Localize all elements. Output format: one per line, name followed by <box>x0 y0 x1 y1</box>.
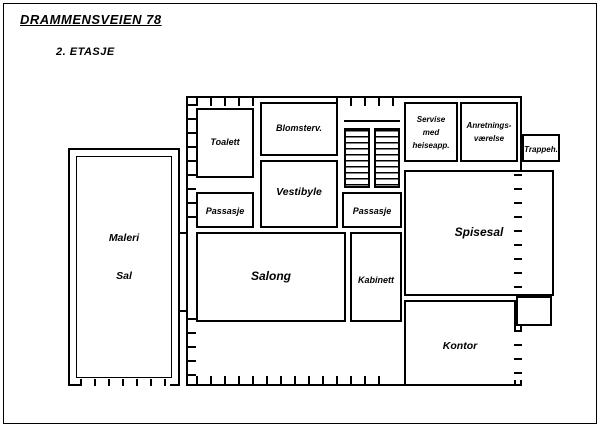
room-vestibyle[interactable] <box>260 160 338 228</box>
maleri-inner-bottom <box>76 377 172 378</box>
maleri-bottom-wall-ticks <box>80 379 170 386</box>
room-label-servise-2: med <box>422 128 440 137</box>
room-label-salong: Salong <box>250 269 291 283</box>
room-label-toalett: Toalett <box>210 137 240 147</box>
main-top-wall-ticks-mid <box>336 98 396 106</box>
room-kontor[interactable] <box>404 300 516 386</box>
main-top-wall-ticks-left <box>196 98 256 106</box>
main-right-wall-ticks <box>514 174 522 292</box>
room-anretningsvaerelse[interactable] <box>460 102 518 162</box>
room-toalett[interactable] <box>196 108 254 178</box>
room-passasje-left[interactable] <box>196 192 254 228</box>
room-spisesal[interactable] <box>404 170 554 296</box>
maleri-inner-right <box>171 156 172 378</box>
staircase-divider <box>368 128 376 188</box>
room-label-vestibyle: Vestibyle <box>276 186 322 198</box>
main-right-wall-ticks-lower <box>514 330 522 380</box>
room-salong[interactable] <box>196 232 346 322</box>
room-label-servise-1: Servise <box>416 115 446 124</box>
room-label-servise-3: heiseapp. <box>412 141 450 150</box>
room-blomsterv[interactable] <box>260 102 338 156</box>
main-bottom-wall-ticks <box>196 376 392 384</box>
room-label-maleri: Maleri <box>108 232 140 244</box>
room-label-passasje-right: Passasje <box>352 206 392 216</box>
room-label-passasje-left: Passasje <box>205 206 245 216</box>
room-label-blomsterv: Blomsterv. <box>275 123 323 133</box>
maleri-inner-left <box>76 156 77 378</box>
room-label-anretning-1: Anretnings- <box>466 121 512 130</box>
room-label-sal: Sal <box>116 270 132 282</box>
room-servise[interactable] <box>404 102 458 162</box>
room-label-anretning-2: værelse <box>473 134 505 143</box>
room-maleri-sal[interactable] <box>68 148 180 386</box>
page-title: DRAMMENSVEIEN 78 <box>20 12 162 27</box>
page-subtitle: 2. ETASJE <box>56 46 115 58</box>
room-label-spisesal: Spisesal <box>454 225 504 239</box>
maleri-inner-top <box>76 156 172 157</box>
room-label-kontor: Kontor <box>442 340 478 352</box>
room-right-alcove <box>516 296 552 326</box>
room-trappeh[interactable] <box>522 134 560 162</box>
room-label-kabinett: Kabinett <box>358 275 394 285</box>
room-passasje-right[interactable] <box>342 192 402 228</box>
main-left-wall-ticks-lower <box>188 318 196 376</box>
room-label-trappeh: Trappeh. <box>524 145 558 154</box>
room-kabinett[interactable] <box>350 232 402 322</box>
staircase-top-wall <box>344 120 400 122</box>
main-left-wall-ticks-upper <box>188 104 196 224</box>
